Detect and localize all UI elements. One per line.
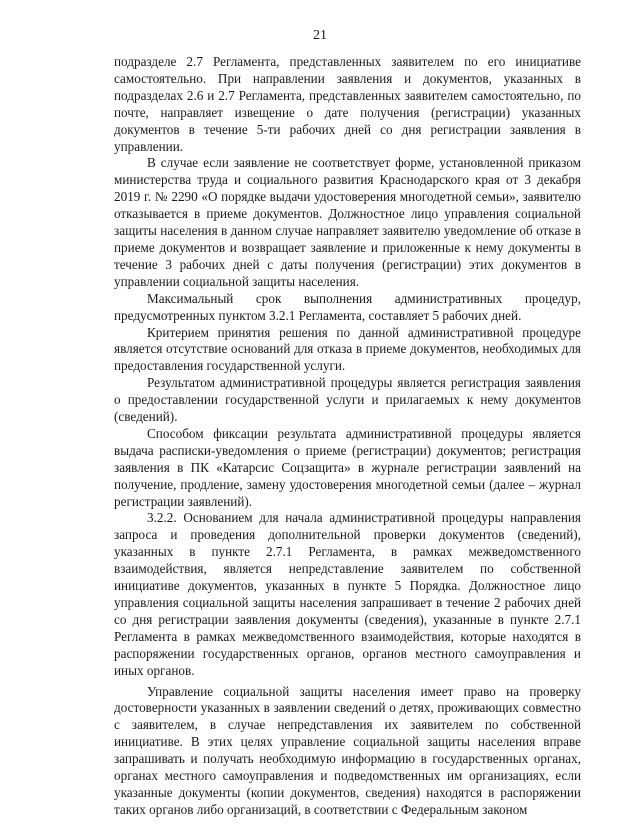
paragraph-refusal-form: В случае если заявление не соответствует форме, установленной приказом министерства труда и социального развития Краснодарского края от 3 декабря 2019 г. № 2290 «О порядке выдачи удостоверения многодетной семьи», заявителю отказывается в приеме документов. Должностное лицо управления социальной защиты населения в данном случае направляет заявителю уведомление об отказе в приеме документов и возвращает заявление и приложенные к нему документы в течение 3 рабочих дней с даты получения (регистрации) этих документов в управлении социальной защиты населения. bbox=[114, 155, 581, 289]
document-body bbox=[114, 54, 581, 819]
paragraph-continuation: подразделе 2.7 Регламента, представленных заявителем по его инициативе самостоятельно. При направлении заявления и документов, указанных в подразделах 2.6 и 2.7 Регламента, представленных заявителем самостоятельно, по почте, направляет извещение о дате получения (регистрации) указанных документов в течение 5-ти рабочих дней со дня регистрации заявления в управлении. bbox=[114, 54, 581, 154]
paragraph-procedure-result: Результатом административной процедуры является регистрация заявления о предоставлении государственной услуги и прилагаемых к нему документов (сведений). bbox=[114, 375, 581, 425]
paragraph-verification-right: Управление социальной защиты населения имеет право на проверку достоверности указанных в заявлении сведений о детях, проживающих совместно с заявителем, в случае непредставления их заявителем по собственной инициативе. В этих целях управление социальной защиты населения вправе запрашивать и получать необходимую информацию в государственных органах, органах местного самоуправления и подведомственных им организациях, если указанные документы (копии документов, сведения) находятся в распоряжении таких органов либо организаций, в соответствии с Федеральным законом bbox=[114, 683, 581, 817]
paragraph-decision-criterion: Критерием принятия решения по данной административной процедуре является отсутствие оснований для отказа в приеме документов, необходимых для предоставления государственной услуги. bbox=[114, 324, 581, 374]
paragraph-result-recording: Способом фиксации результата административной процедуры является выдача расписки-уведомления о приеме (регистрации) документов; регистрация заявления в ПК «Катарсис Соцзащита» в журнале регистрации заявлений на получение, продление, замену удостоверения многодетной семьи (далее – журнал регистрации заявлений). bbox=[114, 425, 581, 509]
paragraph-3-2-2: 3.2.2. Основанием для начала административной процедуры направления запроса и проведения дополнительной проверки документов (сведений), указанных в пункте 2.7.1 Регламента, в рамках межведомственного взаимодействия, является непредставление заявителем по собственной инициативе документов, указанных в пункте 5 Порядка. Должностное лицо управления социальной защиты населения запрашивает в течение 2 рабочих дней со дня регистрации заявления документы (сведения), указанные в пункте 2.7.1 Регламента в рамках межведомственного взаимодействия, которые находятся в распоряжении государственных органов, органов местного самоуправления и иных органов. bbox=[114, 510, 581, 678]
page-number: 21 bbox=[313, 28, 327, 43]
paragraph-max-term: Максимальный срок выполнения административных процедур, предусмотренных пунктом 3.2.1 Регламента, составляет 5 рабочих дней. bbox=[114, 290, 581, 323]
